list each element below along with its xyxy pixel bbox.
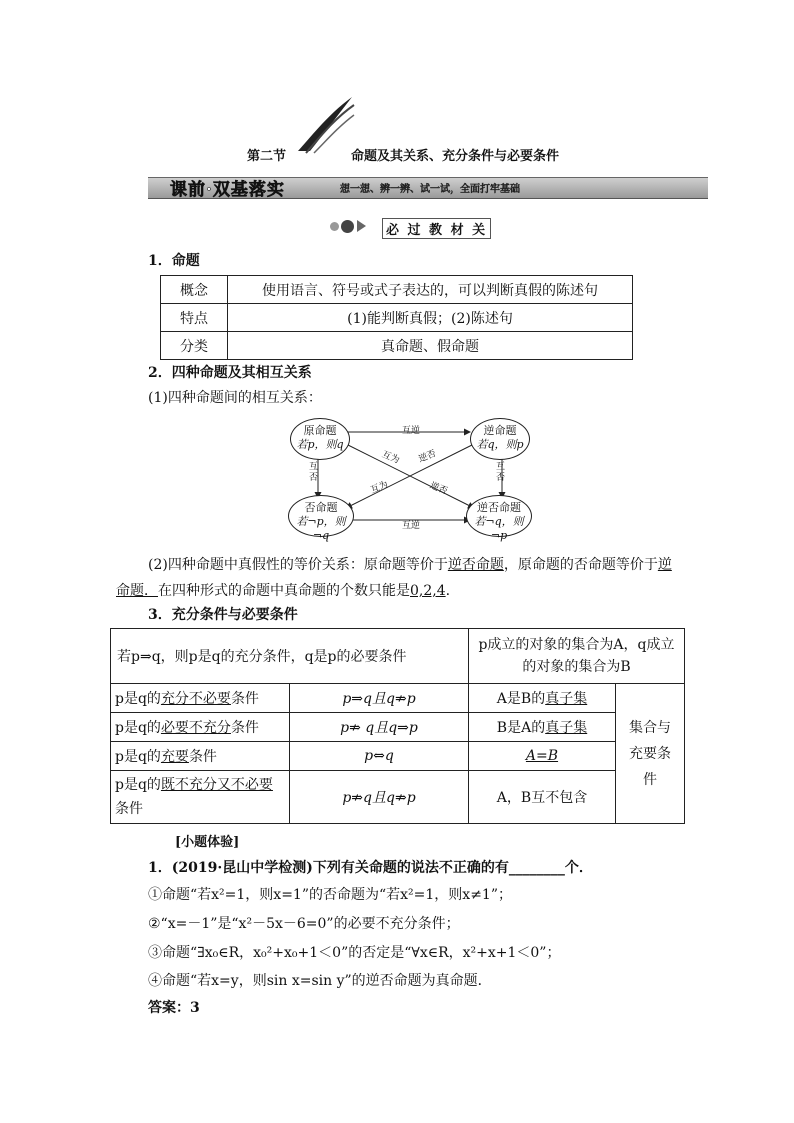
text-run: ，原命题的否命题等价于 [503, 557, 658, 573]
row-value: 使用语言、符号或式子表达的，可以判断真假的陈述句 [228, 276, 633, 304]
header-swoosh-logo [296, 95, 356, 155]
table-row [111, 771, 685, 824]
table-row [111, 742, 685, 771]
banner-sub-text: 想一想、辨一辨、试一试，全面打牢基础 [340, 184, 520, 195]
table-row [161, 276, 633, 304]
logic-cell: p⇏q且q⇏p [290, 771, 469, 824]
row-value: (1)能判断真假；(2)陈述句 [228, 304, 633, 332]
set-cell: B是A的真子集 [469, 713, 616, 742]
label-diag4: 逆否 [428, 480, 449, 497]
node-contrapositive [466, 495, 532, 542]
text-run: . [445, 583, 451, 599]
head-right-cell [469, 629, 685, 684]
sec2-heading: 2．四种命题及其相互关系 [148, 365, 312, 381]
badge-dots [330, 219, 366, 235]
label-diag2: 逆否 [417, 448, 438, 465]
cond-cell: p是q的充要条件 [111, 742, 290, 771]
sub-badge: 必 过 教 材 关 [382, 218, 491, 239]
table-header-row [111, 629, 685, 684]
node-title: 逆命题 [483, 424, 517, 437]
row-label: 分类 [161, 332, 228, 360]
table-row [111, 684, 685, 713]
cond-cell: p是q的既不充分又不必要条件 [111, 771, 290, 824]
logic-cell: p⇔q [290, 742, 469, 771]
set-cell: A是B的真子集 [469, 684, 616, 713]
logic-cell: p⇒q且q⇏p [290, 684, 469, 713]
underlined-answer: 逆 [657, 557, 672, 573]
section-title: 命题及其关系、充分条件与必要条件 [351, 149, 560, 164]
node-body: 若p，则q [296, 438, 344, 451]
text-run: (2)四种命题中真假性的等价关系：原命题等价于 [148, 557, 448, 573]
node-body: 若¬q，则¬p [474, 515, 524, 542]
row-label: 特点 [161, 304, 228, 332]
label-diag3: 互为 [369, 479, 390, 496]
sec2-sub1: (1)四种命题间的相互关系： [148, 390, 322, 406]
section-number: 第二节 [247, 149, 287, 164]
sec3-heading: 3．充分条件与必要条件 [148, 607, 298, 623]
practice-item: ②“x=－1”是“x²－5x－6=0”的必要不充分条件； [148, 916, 460, 932]
banner-main-text: 课前·双基落实 [170, 180, 285, 200]
node-title: 逆否命题 [477, 501, 521, 514]
set-cell: A=B [469, 742, 616, 771]
cond-cell: p是q的充分不必要条件 [111, 684, 290, 713]
practice-item: ③命题“∃x₀∈R，x₀²+x₀+1＜0”的否定是“∀x∈R，x²+x+1＜0”； [148, 945, 561, 961]
node-original [290, 418, 350, 460]
head-right-line: 的对象的集合为B [522, 659, 631, 675]
side-cell: 集合与 充要条 件 [616, 684, 685, 824]
set-cell: A，B互不包含 [469, 771, 616, 824]
label-left: 互否 [309, 462, 319, 483]
table-row [111, 713, 685, 742]
condition-table [110, 628, 685, 824]
sec2-paragraph-cont [116, 578, 686, 604]
node-body: 若q，则p [476, 438, 524, 451]
text-run: 在四种形式的命题中真命题的个数只能是 [158, 583, 410, 599]
head-right-line: p成立的对象的集合为A，q成立 [478, 637, 675, 653]
node-inverse [288, 495, 354, 542]
row-value: 真命题、假命题 [228, 332, 633, 360]
concept-table [160, 275, 633, 360]
logic-cell: p⇏ q且q⇒p [290, 713, 469, 742]
cond-cell: p是q的必要不充分条件 [111, 713, 290, 742]
practice-item: ①命题“若x²=1，则x=1”的否命题为“若x²=1，则x≠1”； [148, 887, 512, 903]
label-bottom: 互逆 [402, 521, 421, 531]
practice-item: ④命题“若x=y，则sin x=sin y”的逆否命题为真命题． [148, 973, 492, 989]
underlined-answer: 逆否命题 [447, 557, 504, 573]
underlined-answer: 0,2,4 [410, 583, 446, 599]
node-title: 原命题 [303, 424, 337, 437]
practice-question: 1．(2019·昆山中学检测)下列有关命题的说法不正确的有________个． [148, 860, 593, 876]
practice-answer: 答案：3 [148, 1000, 200, 1016]
underlined-answer: 命题． [116, 583, 158, 599]
label-top: 互逆 [402, 426, 421, 436]
node-title: 否命题 [304, 501, 338, 514]
sec2-paragraph [148, 552, 678, 578]
table-row [161, 304, 633, 332]
sec1-heading: 1．命题 [148, 253, 200, 269]
table-row [161, 332, 633, 360]
row-label: 概念 [161, 276, 228, 304]
node-body: 若¬p，则¬q [296, 515, 346, 542]
label-right: 互否 [496, 462, 506, 483]
head-left-cell: 若p⇒q，则p是q的充分条件，q是p的必要条件 [111, 629, 469, 684]
label-diag1: 互为 [380, 449, 401, 466]
practice-tag: [小题体验] [175, 835, 240, 850]
node-converse [470, 418, 530, 460]
